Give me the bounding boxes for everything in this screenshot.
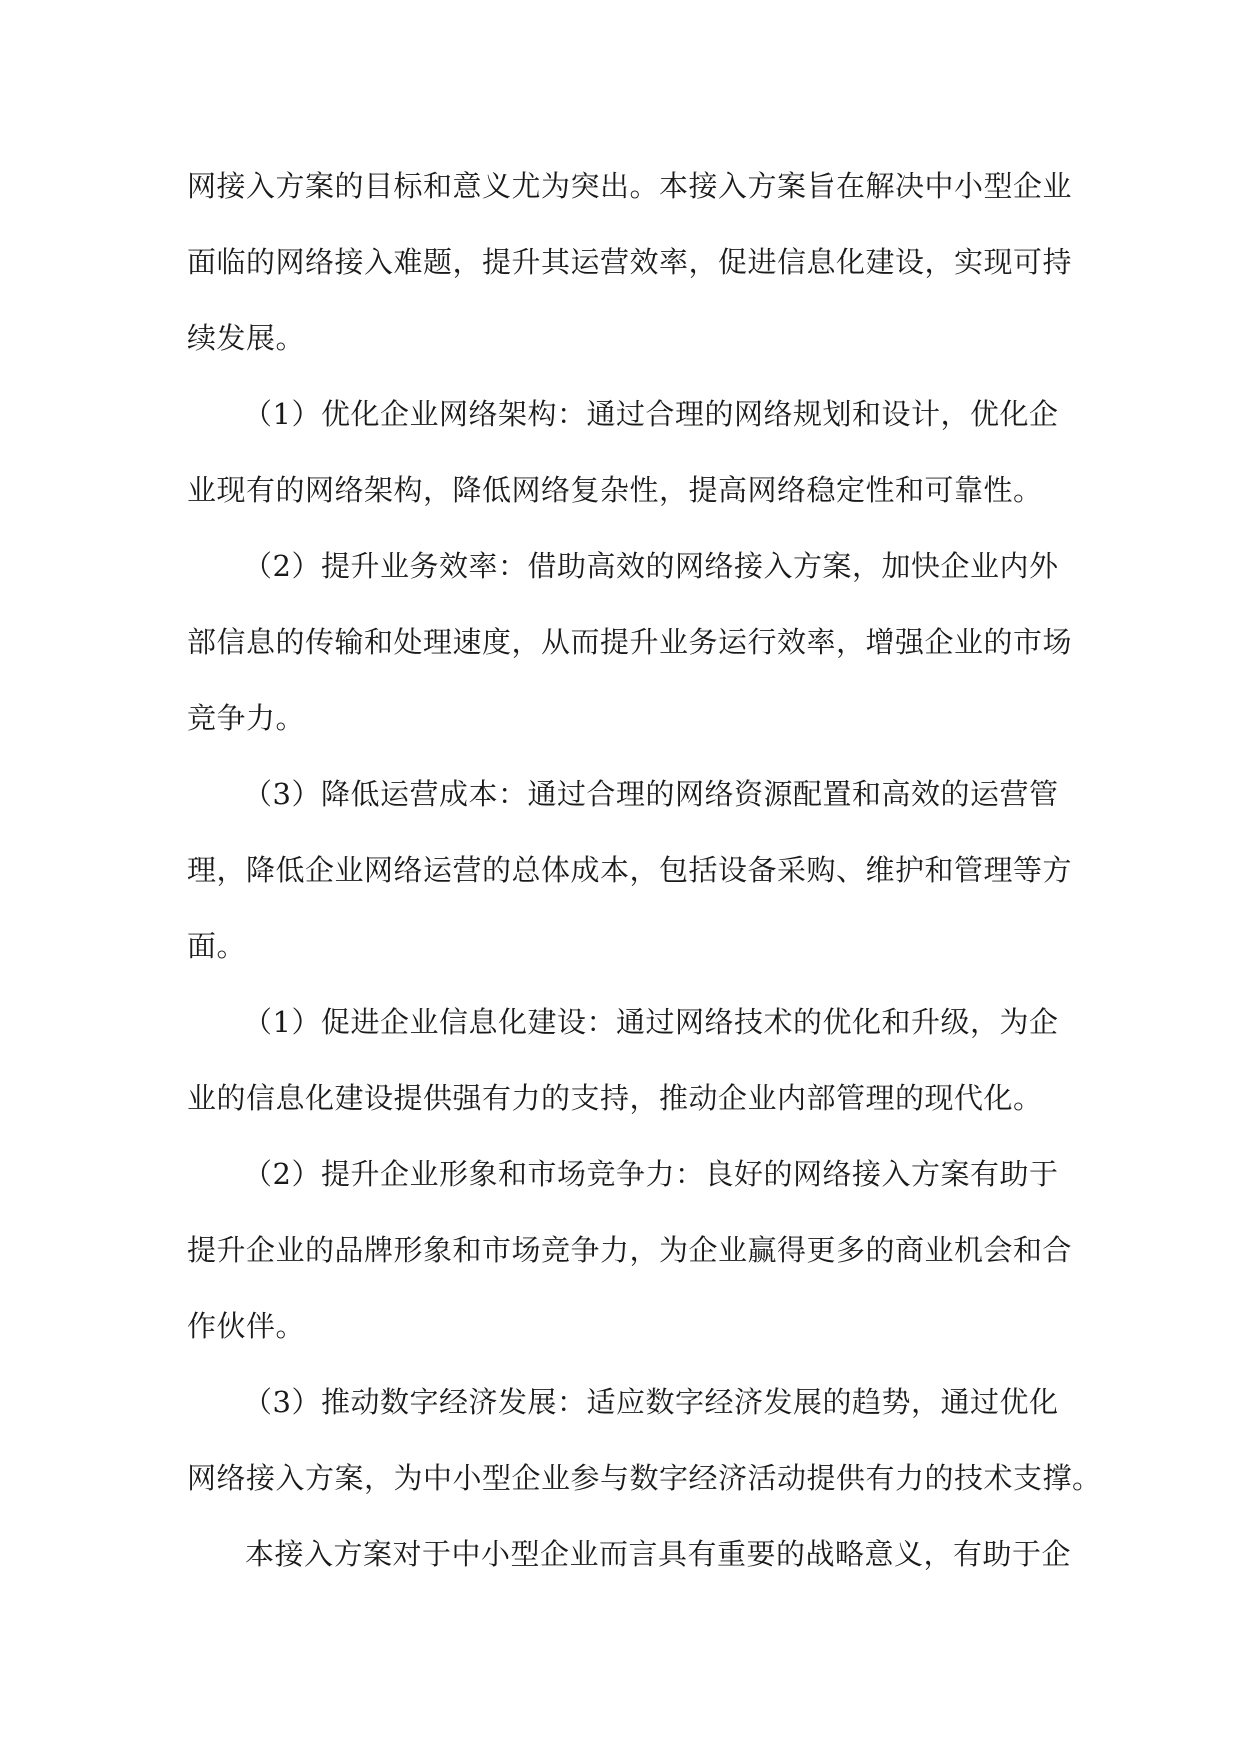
list-item-line: （2）提升企业形象和市场竞争力：良好的网络接入方案有助于	[243, 1157, 1059, 1191]
text-line: 理，降低企业网络运营的总体成本，包括设备采购、维护和管理等方	[187, 853, 1073, 887]
text-line: 面临的网络接入难题，提升其运营效率，促进信息化建设，实现可持	[187, 245, 1073, 279]
text-line: 竞争力。	[187, 701, 306, 735]
text-line: 网接入方案的目标和意义尤为突出。本接入方案旨在解决中小型企业	[187, 169, 1073, 203]
text-line: 作伙伴。	[187, 1309, 306, 1343]
text-line: 网络接入方案，为中小型企业参与数字经济活动提供有力的技术支撑。	[187, 1461, 1102, 1495]
text-line: 面。	[187, 929, 247, 963]
body-text	[187, 148, 1102, 1592]
list-item-line: （1）优化企业网络架构：通过合理的网络规划和设计，优化企	[243, 397, 1059, 431]
paragraph-line: 本接入方案对于中小型企业而言具有重要的战略意义，有助于企	[245, 1537, 1072, 1571]
text-line: 续发展。	[187, 321, 306, 355]
text-line: 业现有的网络架构，降低网络复杂性，提高网络稳定性和可靠性。	[187, 473, 1043, 507]
list-item-line: （3）推动数字经济发展：适应数字经济发展的趋势，通过优化	[243, 1385, 1059, 1419]
list-item-line: （3）降低运营成本：通过合理的网络资源配置和高效的运营管	[243, 777, 1059, 811]
text-line: 业的信息化建设提供强有力的支持，推动企业内部管理的现代化。	[187, 1081, 1043, 1115]
text-line: 提升企业的品牌形象和市场竞争力，为企业赢得更多的商业机会和合	[187, 1233, 1073, 1267]
text-line: 部信息的传输和处理速度，从而提升业务运行效率，增强企业的市场	[187, 625, 1073, 659]
list-item-line: （2）提升业务效率：借助高效的网络接入方案，加快企业内外	[243, 549, 1059, 583]
list-item-line: （1）促进企业信息化建设：通过网络技术的优化和升级，为企	[243, 1005, 1059, 1039]
